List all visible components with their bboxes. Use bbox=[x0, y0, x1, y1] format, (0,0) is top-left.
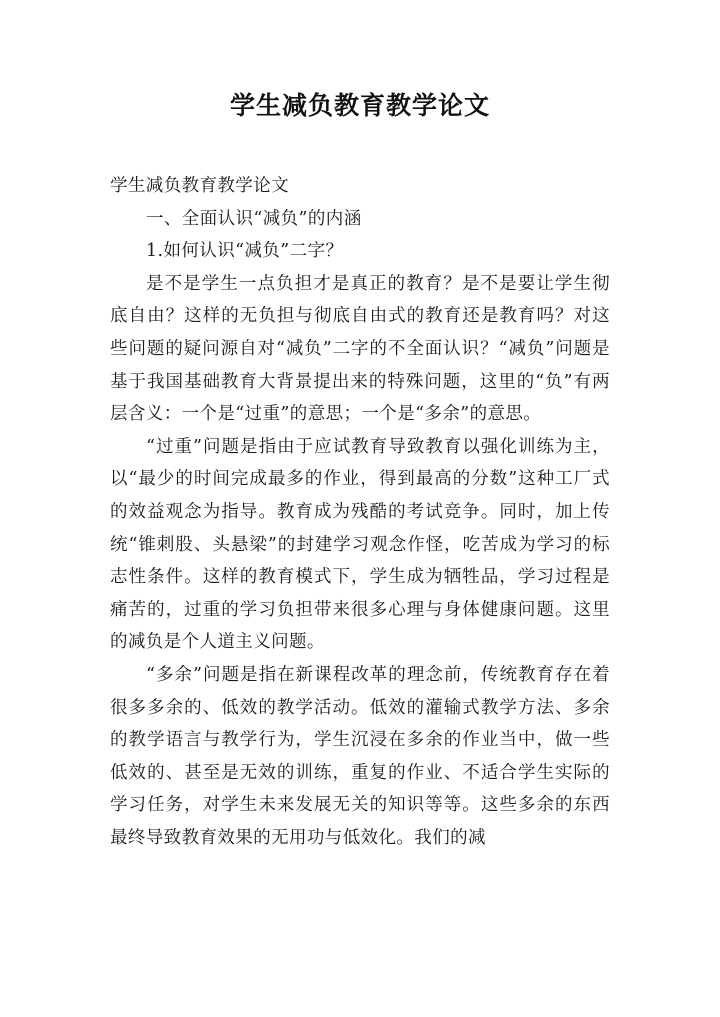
paragraph: “多余”问题是指在新课程改革的理念前，传统教育存在着很多多余的、低效的教学活动。低效的灌输式教学方法、多余的教学语言与教学行为，学生沉浸在多余的作业当中，做一些低效的、甚至是无效的训练，重复的作业、不适合学生实际的学习任务，对学生未来发展无关的知识等等。这些多余的东西最终导致教育效果的无用功与低效化。我们的减 bbox=[110, 664, 610, 848]
document-title: 学生减负教育教学论文 bbox=[229, 91, 490, 120]
paragraph: “过重”问题是指由于应试教育导致教育以强化训练为主，以“最少的时间完成最多的作业，得到最高的分数”这种工厂式的效益观念为指导。教育成为残酷的考试竞争。同时，加上传统“锥刺股、头悬梁”的封建学习观念作怪，吃苦成为学习的标志性条件。这样的教育模式下，学生成为牺牲品，学习过程是痛苦的，过重的学习负担带来很多心理与身体健康问题。这里的减负是个人道主义问题。 bbox=[110, 436, 610, 653]
paragraph-heading: 学生减负教育教学论文 bbox=[110, 176, 289, 196]
subsection-heading: 1.如何认识“减负”二字？ bbox=[146, 241, 344, 262]
paragraph: 是不是学生一点负担才是真正的教育？是不是要让学生彻底自由？这样的无负担与彻底自由式的教育还是教育吗？对这些问题的疑问源自对“减负”二字的不全面认识？“减负”问题是基于我国基础教育大背景提出来的特殊问题，这里的“负”有两层含义：一个是“过重”的意思；一个是“多余”的意思。 bbox=[110, 273, 610, 425]
section-heading: 一、全面认识“减负”的内涵 bbox=[146, 208, 362, 229]
document-body bbox=[110, 170, 610, 854]
